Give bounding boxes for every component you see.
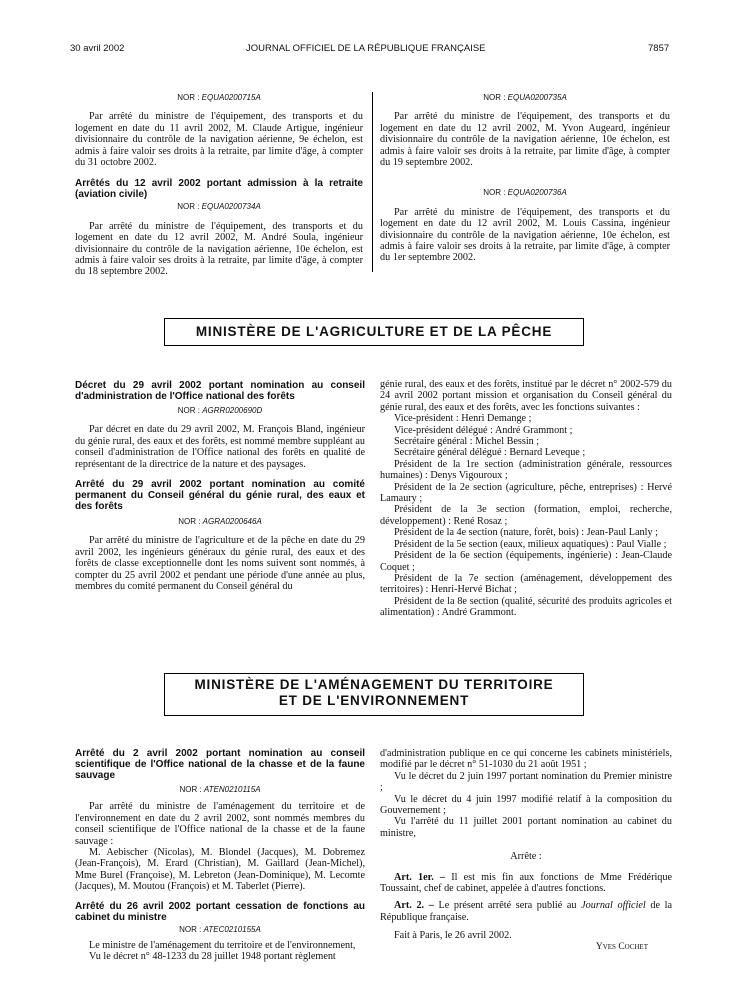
paragraph: Par arrêté du ministre de l'aménagement du territoire et de l'environnement en date du 2 avril 2002, sont nommés membres du conseil scientifique de l'Office national de la chasse et de la faune sauvage : (75, 801, 365, 847)
function-list-item: Vice-président : Henri Demange ; (394, 413, 532, 425)
function-list-item: Président de la 2e section (agriculture, pêche, entreprises) : Hervé Lamaury ; (380, 481, 672, 505)
article-label: Art. 1er. – (394, 871, 446, 883)
top-right-column (380, 88, 670, 264)
paragraph: Par décret en date du 29 avril 2002, M. François Bland, ingénieur du génie rural, des eaux et des forêts, est nommé membre suppléant au conseil d'administration de l'Office national des forêts en qualité de représentant de la directrice de la nature et des paysages. (75, 424, 365, 470)
paragraph: Par arrêté du ministre de l'équipement, des transports et du logement en date du 12 avril 2002, M. Yvon Augeard, ingénieur divisionnaire du contrôle de la navigation aérienne, 10e échelon, est admis à faire valoir ses droits à la retraite, par limite d'âge, à compter du 19 septembre 2002. (380, 111, 670, 169)
decree-title: Arrêtés du 12 avril 2002 portant admission à la retraite (aviation civile) (75, 178, 363, 201)
ministry-heading-line: MINISTÈRE DE L'AMÉNAGEMENT DU TERRITOIRE (194, 677, 554, 692)
signature: Yves Cochet (595, 941, 648, 952)
paragraph: Le ministre de l'aménagement du territoire et de l'environnement, (89, 940, 356, 952)
article-2: Art. 2. – Le présent arrêté sera publié au Journal officiel de la République française. (380, 900, 673, 923)
signature-place-date: Fait à Paris, le 26 avril 2002. (394, 930, 512, 942)
journal-title: JOURNAL OFFICIEL DE LA RÉPUBLIQUE FRANÇAISE (246, 43, 486, 54)
decree-title: Arrêté du 29 avril 2002 portant nomination au comité permanent du Conseil général du génie rural, des eaux et des forêts (75, 479, 365, 513)
nor-reference: NOR : ATEC0210155A (179, 924, 261, 934)
agri-left-column (75, 380, 365, 592)
nor-reference: NOR : EQUA0200735A (483, 93, 567, 102)
ministry-heading: MINISTÈRE DE L'AGRICULTURE ET DE LA PÊCHE (164, 318, 584, 346)
paragraph: Vu le décret n° 48-1233 du 28 juillet 1948 portant règlement (89, 951, 336, 963)
paragraph: M. Aebischer (Nicolas), M. Blondel (Jacques), M. Dobremez (Jean-François), M. Erard (Christian), M. Gaillard (Jean-Michel), Mme Burel (Françoise), M. Lebreton (Jean-Dominique), M. Lecomte (Jacques), M. Moutou (François) et M. Taberlet (Pierre). (75, 847, 365, 893)
page-number: 7857 (648, 43, 670, 54)
paragraph: Par arrêté du ministre de l'équipement, des transports et du logement en date du 12 avril 2002, M. André Soula, ingénieur divisionnaire du contrôle de la navigation aérienne, 10e échelon, est admis à faire valoir ses droits à la retraite, par limite d'âge, à compter du 18 septembre 2002. (75, 220, 363, 278)
paragraph: Vu le décret du 4 juin 1997 modifié relatif à la composition du Gouvernement ; (380, 793, 672, 817)
nor-reference: NOR : AGRA0200646A (178, 517, 262, 527)
arrete-heading: Arrête : (510, 851, 542, 863)
paragraph: Par arrêté du ministre de l'équipement, des transports et du logement en date du 12 avril 2002, M. Louis Cassina, ingénieur divisionnaire du contrôle de la navigation aérienne, 10e échelon, est admis à faire valoir ses droits à la retraite, par limite d'âge, à compter du 1er septembre 2002. (380, 206, 670, 264)
paragraph: génie rural, des eaux et des forêts, institué par le décret n° 2002-579 du 24 avril 2002 portant mission et organisation du Conseil général du génie rural, des eaux et des forêts, avec les fonctions suivantes : (380, 379, 672, 413)
agri-right-column (380, 379, 672, 619)
nor-reference: NOR : EQUA0200734A (177, 202, 261, 212)
function-list-item: Vice-président délégué : André Grammont ; (394, 424, 573, 436)
function-list-item: Président de la 7e section (aménagement, développement des territoires) : Henri-Hervé Bichat ; (380, 572, 672, 596)
paragraph: Par arrêté du ministre de l'équipement, des transports et du logement en date du 11 avril 2002, M. Claude Artigue, ingénieur divisionnaire du contrôle de la navigation aérienne, 9e échelon, est admis à faire valoir ses droits à la retraite, par limite d'âge, à compter du 31 octobre 2002. (75, 111, 363, 169)
paragraph: Vu le décret du 2 juin 1997 portant nomination du Premier ministre ; (380, 770, 672, 794)
ministry-heading-line: ET DE L'ENVIRONNEMENT (278, 693, 470, 708)
nor-reference: NOR : EQUA0200715A (177, 93, 261, 102)
function-list-item: Secrétaire général délégué : Bernard Leveque ; (394, 447, 586, 459)
decree-title: Décret du 29 avril 2002 portant nomination au conseil d'administration de l'Office national des forêts (75, 380, 365, 402)
function-list (380, 413, 672, 618)
function-list-item: Président de la 8e section (qualité, sécurité des produits agricoles et alimentation) : André Grammont. (380, 595, 672, 619)
article-1: Art. 1er. – Il est mis fin aux fonctions de Mme Frédérique Toussaint, chef de cabinet, appelée à d'autres fonctions. (380, 871, 672, 895)
nor-reference: NOR : AGRR0200690D (177, 406, 263, 415)
top-left-column (75, 88, 363, 278)
ministry-heading (164, 673, 584, 716)
paragraph: d'administration publique en ce qui concerne les cabinets ministériels, modifié par le décret n° 51-1030 du 21 août 1951 ; (380, 748, 672, 771)
function-list-item: Président de la 3e section (formation, emploi, recherche, développement) : René Rosaz ; (380, 504, 672, 527)
header-date: 30 avril 2002 (70, 43, 125, 54)
decree-title: Arrêté du 26 avril 2002 portant cessation de fonctions au cabinet du ministre (75, 900, 365, 923)
paragraph: Vu l'arrêté du 11 juillet 2001 portant nomination au cabinet du ministre, (380, 816, 672, 839)
function-list-item: Président de la 4e section (nature, forêt, bois) : Jean-Paul Lanly ; (394, 527, 658, 539)
function-list-item: Président de la 1re section (administration générale, ressources humaines) : Denys Vigouroux ; (380, 458, 672, 482)
paragraph: Par arrêté du ministre de l'agriculture et de la pêche en date du 29 avril 2002, les ingénieurs généraux du génie rural, des eaux et des forêts de classe exceptionnelle dont les noms suivent sont nommés, à compter du 25 avril 2002 et pendant une période d'une année au plus, membres du comité permanent du Conseil général du (75, 535, 365, 593)
nor-reference: NOR : EQUA0200736A (483, 188, 567, 198)
article-label: Art. 2. – (394, 900, 434, 912)
env-left-column (75, 748, 365, 963)
function-list-item: Président de la 6e section (équipements, ingénierie) : Jean-Claude Coquet ; (380, 550, 672, 573)
env-right-column (380, 748, 672, 953)
function-list-item: Président de la 5e section (eaux, milieux aquatiques) : Paul Vialle ; (394, 538, 667, 550)
nor-reference: NOR : ATEN0210115A (179, 785, 261, 794)
column-divider (372, 92, 373, 272)
function-list-item: Secrétaire général : Michel Bessin ; (394, 436, 540, 448)
decree-title: Arrêté du 2 avril 2002 portant nomination au conseil scientifique de l'Office national de la chasse et de la faune sauvage (75, 748, 365, 781)
